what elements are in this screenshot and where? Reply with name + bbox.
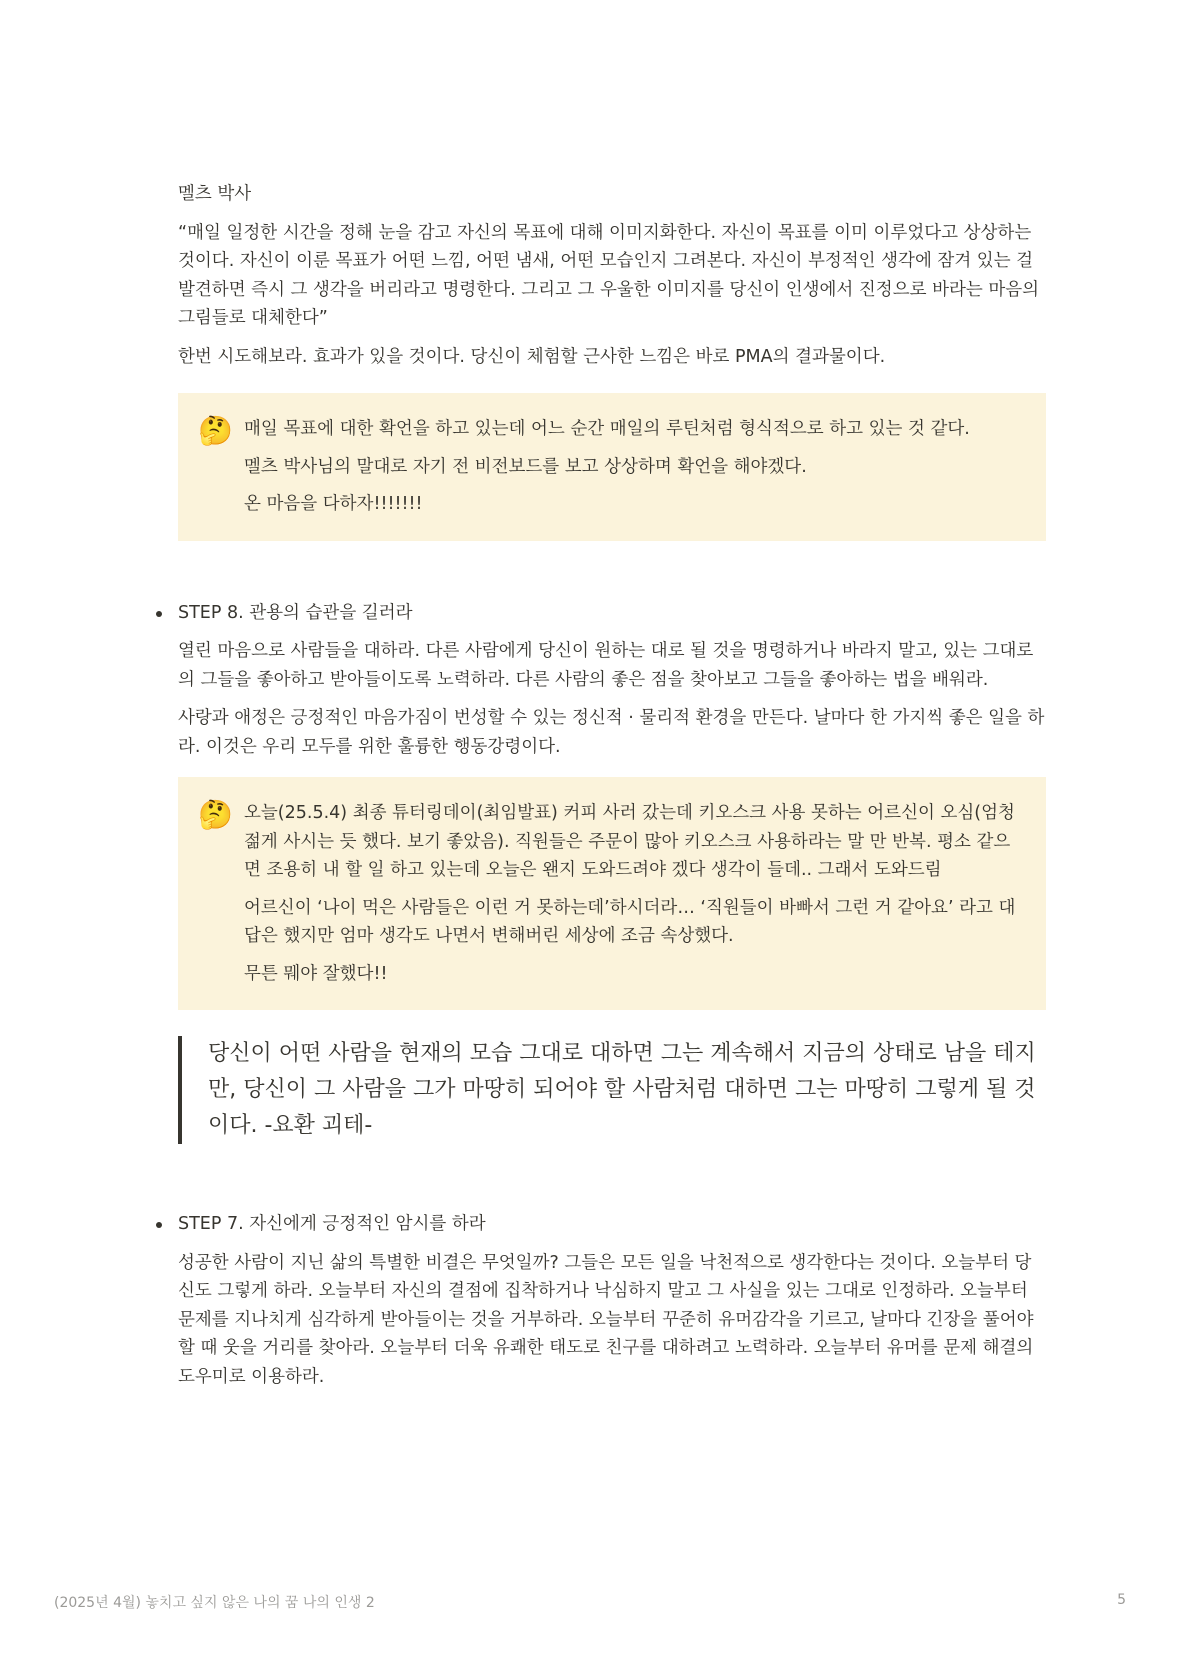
- callout-line: 오늘(25.5.4) 최종 튜터링데이(최임발표) 커피 사러 갔는데 키오스크 사용 못하는 어르신이 오심(엄청 젊게 사시는 듯 했다. 보기 좋았음). 직원들은 주문이 많아 키오스크 사용하라는 말 만 반복. 평소 같으면 조용히 내 할 일 하고 있는데 오늘은 왠지 도와드려야 겠다 생각이 들데.. 그래서 도와드림: [244, 803, 1015, 880]
- footer-document-title: (2025년 4월) 놓치고 싶지 않은 나의 꿈 나의 인생 2: [54, 1595, 375, 1611]
- page-content: [178, 180, 1046, 1401]
- callout-reflection-1: [178, 393, 1046, 541]
- section-closing: 한번 시도해보라. 효과가 있을 것이다. 당신이 체험할 근사한 느낌은 바로 PMA의 결과물이다.: [178, 346, 886, 367]
- callout-line: 매일 목표에 대한 확언을 하고 있는데 어느 순간 매일의 루틴처럼 형식적으로 하고 있는 것 같다.: [244, 419, 970, 439]
- thinking-face-icon: 🤔: [198, 798, 233, 831]
- step7-paragraph: 성공한 사람이 지닌 삶의 특별한 비결은 무엇일까? 그들은 모든 일을 낙천적으로 생각한다는 것이다. 오늘부터 당신도 그렇게 하라. 오늘부터 자신의 결점에 집착하거나 낙심하지 말고 그 사실을 있는 그대로 인정하라. 오늘부터 문제를 지나치게 심각하게 받아들이는 것을 거부하라. 오늘부터 꾸준히 유머감각을 기르고, 날마다 긴장을 풀어야 할 때 웃을 거리를 찾아라. 오늘부터 더욱 유쾌한 태도로 친구를 대하려고 노력하라. 오늘부터 유머를 문제 해결의 도우미로 이용하라.: [178, 1252, 1034, 1387]
- thinking-face-icon: 🤔: [198, 414, 233, 447]
- step8-paragraph: 열린 마음으로 사람들을 대하라. 다른 사람에게 당신이 원하는 대로 될 것을 명령하거나 바라지 말고, 있는 그대로의 그들을 좋아하고 받아들이도록 노력하라. 다른 사람의 좋은 점을 찾아보고 그들을 좋아하는 법을 배워라.: [178, 641, 1034, 690]
- callout-line: 어르신이 ‘나이 먹은 사람들은 이런 거 못하는데’하시더라… ‘직원들이 바빠서 그런 거 같아요’ 라고 대답은 했지만 엄마 생각도 나면서 변해버린 세상에 조금 속상했다.: [244, 897, 1016, 946]
- step7-title: STEP 7. 자신에게 긍정적인 암시를 하라: [178, 1210, 1046, 1239]
- callout-line: 멜츠 박사님의 말대로 자기 전 비전보드를 보고 상상하며 확언을 해야겠다.: [244, 456, 807, 477]
- footer-page-number: 5: [1117, 1592, 1126, 1608]
- goethe-blockquote: 당신이 어떤 사람을 현재의 모습 그대로 대하면 그는 계속해서 지금의 상태로 남을 테지만, 당신이 그 사람을 그가 마땅히 되어야 할 사람처럼 대하면 그는 마땅히 그렇게 될 것이다. -요환 괴테-: [178, 1036, 1046, 1144]
- section-heading: 멜츠 박사: [178, 184, 252, 204]
- callout-line: 무튼 뭬야 잘했다!!: [244, 963, 388, 984]
- step8-paragraph: 사랑과 애정은 긍정적인 마음가짐이 번성할 수 있는 정신적 · 물리적 환경을 만든다. 날마다 한 가지씩 좋은 일을 하라. 이것은 우리 모두를 위한 훌륭한 행동강령이다.: [178, 708, 1045, 757]
- meltz-quote: “매일 일정한 시간을 정해 눈을 감고 자신의 목표에 대해 이미지화한다. 자신이 목표를 이미 이루었다고 상상하는 것이다. 자신이 이룬 목표가 어떤 느낌, 어떤 냄새, 어떤 모습인지 그려본다. 자신이 부정적인 생각에 잠겨 있는 걸 발견하면 즉시 그 생각을 버리라고 명령한다. 그리고 그 우울한 이미지를 당신이 인생에서 진정으로 바라는 마음의 그림들로 대체한다”: [178, 222, 1040, 328]
- callout-reflection-2: [178, 777, 1046, 1010]
- callout-line: 온 마음을 다하자!!!!!!!: [244, 494, 423, 514]
- step8-title: STEP 8. 관용의 습관을 길러라: [178, 599, 1046, 628]
